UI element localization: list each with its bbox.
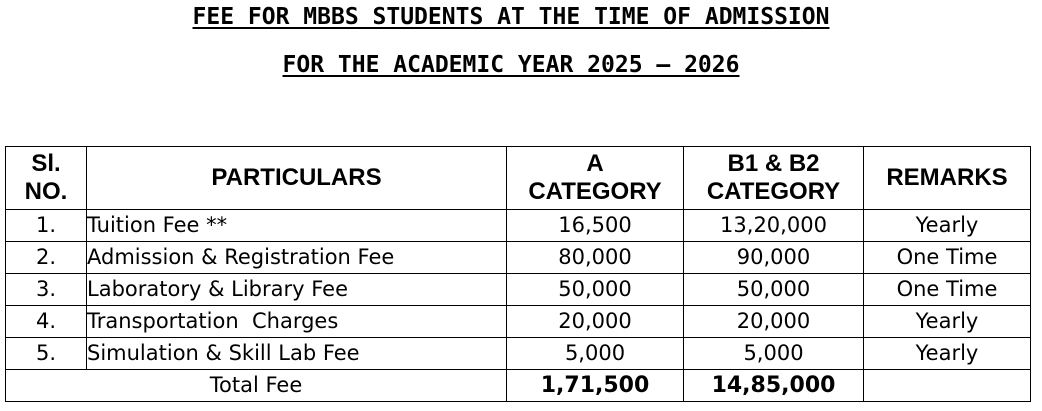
header-sl-line2: NO. xyxy=(24,178,68,205)
row-remark: One Time xyxy=(864,274,1031,306)
row-sl-no: 3. xyxy=(6,274,87,306)
total-remark xyxy=(864,370,1031,402)
total-row xyxy=(6,370,1031,402)
row-particular: Tuition Fee ** xyxy=(87,210,507,242)
row-particular: Laboratory & Library Fee xyxy=(87,274,507,306)
header-b-category xyxy=(684,147,864,210)
fee-table-header xyxy=(6,147,1031,210)
row-a-category-fee: 20,000 xyxy=(507,306,684,338)
total-label: Total Fee xyxy=(6,370,507,402)
row-a-category-fee: 16,500 xyxy=(507,210,684,242)
row-b-category-fee: 90,000 xyxy=(684,242,864,274)
table-row xyxy=(6,242,1031,274)
row-remark: Yearly xyxy=(864,338,1031,370)
row-remark: One Time xyxy=(864,242,1031,274)
document-title: FEE FOR MBBS STUDENTS AT THE TIME OF ADMISSION xyxy=(192,4,830,30)
header-b-line1: B1 & B2 xyxy=(727,150,820,177)
total-b-category: 14,85,000 xyxy=(684,370,864,402)
row-remark: Yearly xyxy=(864,210,1031,242)
header-row xyxy=(6,147,1031,210)
row-sl-no: 5. xyxy=(6,338,87,370)
row-b-category-fee: 13,20,000 xyxy=(684,210,864,242)
academic-year-title: FOR THE ACADEMIC YEAR 2025 – 2026 xyxy=(282,52,740,78)
row-particular: Simulation & Skill Lab Fee xyxy=(87,338,507,370)
table-row xyxy=(6,210,1031,242)
header-remarks: REMARKS xyxy=(864,147,1031,210)
row-b-category-fee: 50,000 xyxy=(684,274,864,306)
row-particular: Transportation Charges xyxy=(87,306,507,338)
header-sl-line1: Sl. xyxy=(31,150,61,177)
header-particulars: PARTICULARS xyxy=(87,147,507,210)
row-particular: Admission & Registration Fee xyxy=(87,242,507,274)
row-a-category-fee: 80,000 xyxy=(507,242,684,274)
header-sl-no xyxy=(6,147,87,210)
header-a-line2: CATEGORY xyxy=(528,178,662,205)
header-a-category xyxy=(507,147,684,210)
row-remark: Yearly xyxy=(864,306,1031,338)
row-a-category-fee: 5,000 xyxy=(507,338,684,370)
header-b-line2: CATEGORY xyxy=(706,178,841,205)
header-a-line1: A xyxy=(586,150,604,177)
fee-table xyxy=(5,146,1031,402)
row-b-category-fee: 20,000 xyxy=(684,306,864,338)
row-sl-no: 1. xyxy=(6,210,87,242)
table-row xyxy=(6,338,1031,370)
row-b-category-fee: 5,000 xyxy=(684,338,864,370)
row-sl-no: 4. xyxy=(6,306,87,338)
table-row xyxy=(6,274,1031,306)
fee-table-body xyxy=(6,210,1031,402)
row-a-category-fee: 50,000 xyxy=(507,274,684,306)
row-sl-no: 2. xyxy=(6,242,87,274)
table-row xyxy=(6,306,1031,338)
total-a-category: 1,71,500 xyxy=(507,370,684,402)
